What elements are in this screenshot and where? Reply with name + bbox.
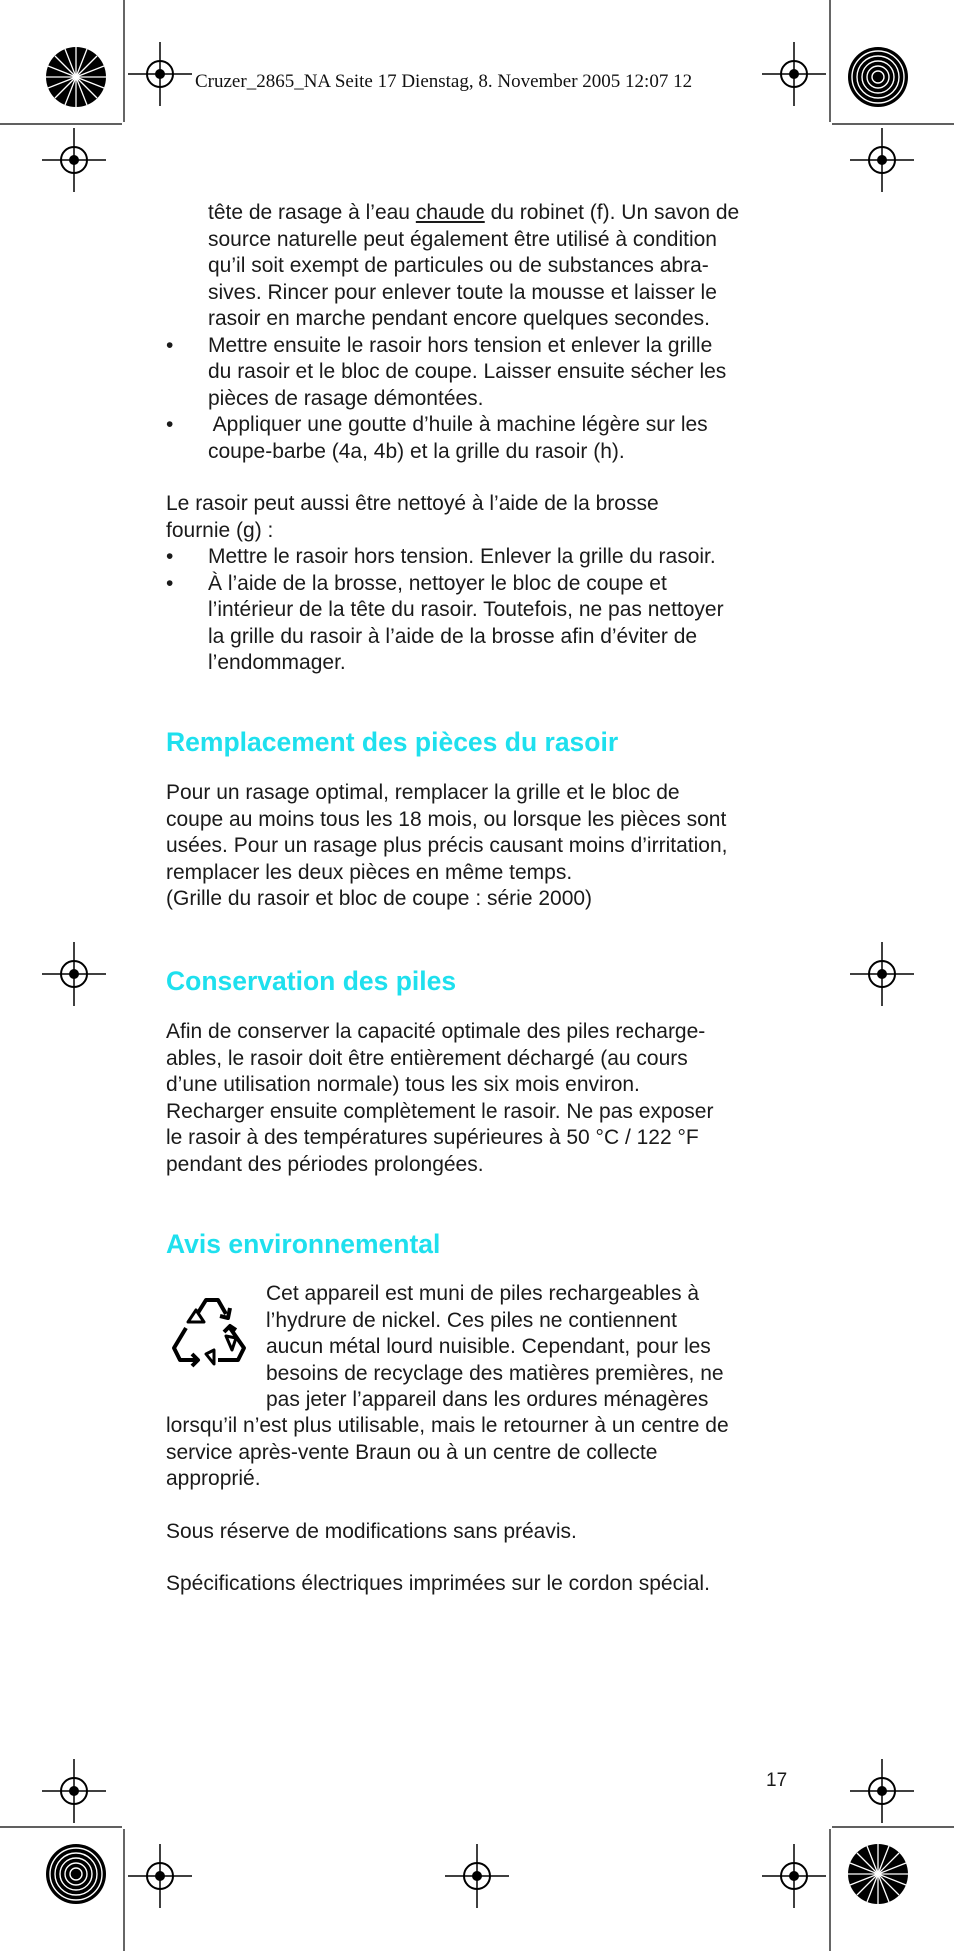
section-heading: Conservation des piles <box>166 966 457 996</box>
section-heading: Avis environnemental <box>166 1229 441 1259</box>
text-line: source naturelle peut également être utilisé à condition <box>208 227 717 251</box>
bullet: • <box>166 545 174 568</box>
print-header: Cruzer_2865_NA Seite 17 Dienstag, 8. November 2005 12:07 12 <box>195 71 693 92</box>
text-line: tête de rasage à l’eau chaude du robinet (f). Un savon de <box>208 201 740 224</box>
text-line: Le rasoir peut aussi être nettoyé à l’aide de la brosse <box>166 492 659 515</box>
section-replacement <box>166 727 791 757</box>
sunburst-bottom-right <box>848 1844 908 1904</box>
bullet-list <box>166 544 791 677</box>
text-line: rasoir en marche pendant encore quelques secondes. <box>208 307 710 330</box>
bullet: • <box>166 413 174 436</box>
section-batteries <box>166 966 791 996</box>
bullet-list <box>166 333 791 466</box>
sunburst-bottom-left <box>46 1844 106 1904</box>
list-item: • À l’aide de la brosse, nettoyer le bloc de coupe et l’intérieur de la tête du rasoir. Toutefois, ne pas nettoyer la grille du rasoir à l’aide de la brosse afin d’éviter de l’endommager. <box>166 571 724 674</box>
replacement-paragraph: Pour un rasage optimal, remplacer la grille et le bloc de coupe au moins tous les 18 mois, ou lorsque les pièces sont usées. Pour un rasage plus précis causant moins d’irritation, remplacer les deux pièces en même temps. (Grille du rasoir et bloc de coupe : série 2000) <box>166 781 728 910</box>
batteries-paragraph: Afin de conserver la capacité optimale des piles recharge- ables, le rasoir doit être entièrement déchargé (au cours d’une utilisation normale) tous les six mois environ. Recharger ensuite complètement le rasoir. Ne pas exposer le rasoir à des températures supérieures à 50 °C / 122 °F pendant des périodes prolongées. <box>166 1020 714 1176</box>
page-number: 17 <box>766 1770 788 1791</box>
section-environment <box>166 1229 791 1259</box>
sunburst-top-left <box>46 47 106 107</box>
text-line: qu’il soit exempt de particules ou de substances abra- <box>208 254 709 277</box>
electrical-line: Spécifications électriques imprimées sur le cordon spécial. <box>166 1572 710 1595</box>
notice-line: Sous réserve de modifications sans préavis. <box>166 1519 577 1543</box>
environment-full-width: lorsqu’il n’est plus utilisable, mais le retourner à un centre de service après-vente Braun ou à un centre de collecte approprié. Sous réserve de modifications sans préavis. Spécifications électriques imprimées sur le cordon spécial. <box>166 1413 796 1598</box>
list-item: • Mettre le rasoir hors tension. Enlever la grille du rasoir. <box>166 544 791 571</box>
continued-paragraph <box>166 200 791 333</box>
section-heading: Remplacement des pièces du rasoir <box>166 727 619 757</box>
recycle-icon <box>166 1292 250 1372</box>
top-block <box>166 200 791 465</box>
text-line: fournie (g) : <box>166 518 274 542</box>
list-item: • Appliquer une goutte d’huile à machine légère sur les coupe-barbe (4a, 4b) et la grille du rasoir (h). <box>166 413 708 463</box>
list-item: • Mettre ensuite le rasoir hors tension et enlever la grille du rasoir et le bloc de coupe. Laisser ensuite sécher les pièces de rasage démontées. <box>166 333 727 410</box>
environment-beside-icon: Cet appareil est muni de piles rechargeables à l’hydrure de nickel. Ces piles ne contiennent aucun métal lourd nuisible. Cependant, pour les besoins de recyclage des matières premières, ne pas jeter l’appareil dans les ordures ménagères <box>266 1282 724 1411</box>
sunburst-top-right <box>848 47 908 107</box>
brush-block <box>166 491 791 677</box>
bullet: • <box>166 571 174 595</box>
text-line: sives. Rincer pour enlever toute la mousse et laisser le <box>208 280 717 304</box>
bullet: • <box>166 333 174 357</box>
